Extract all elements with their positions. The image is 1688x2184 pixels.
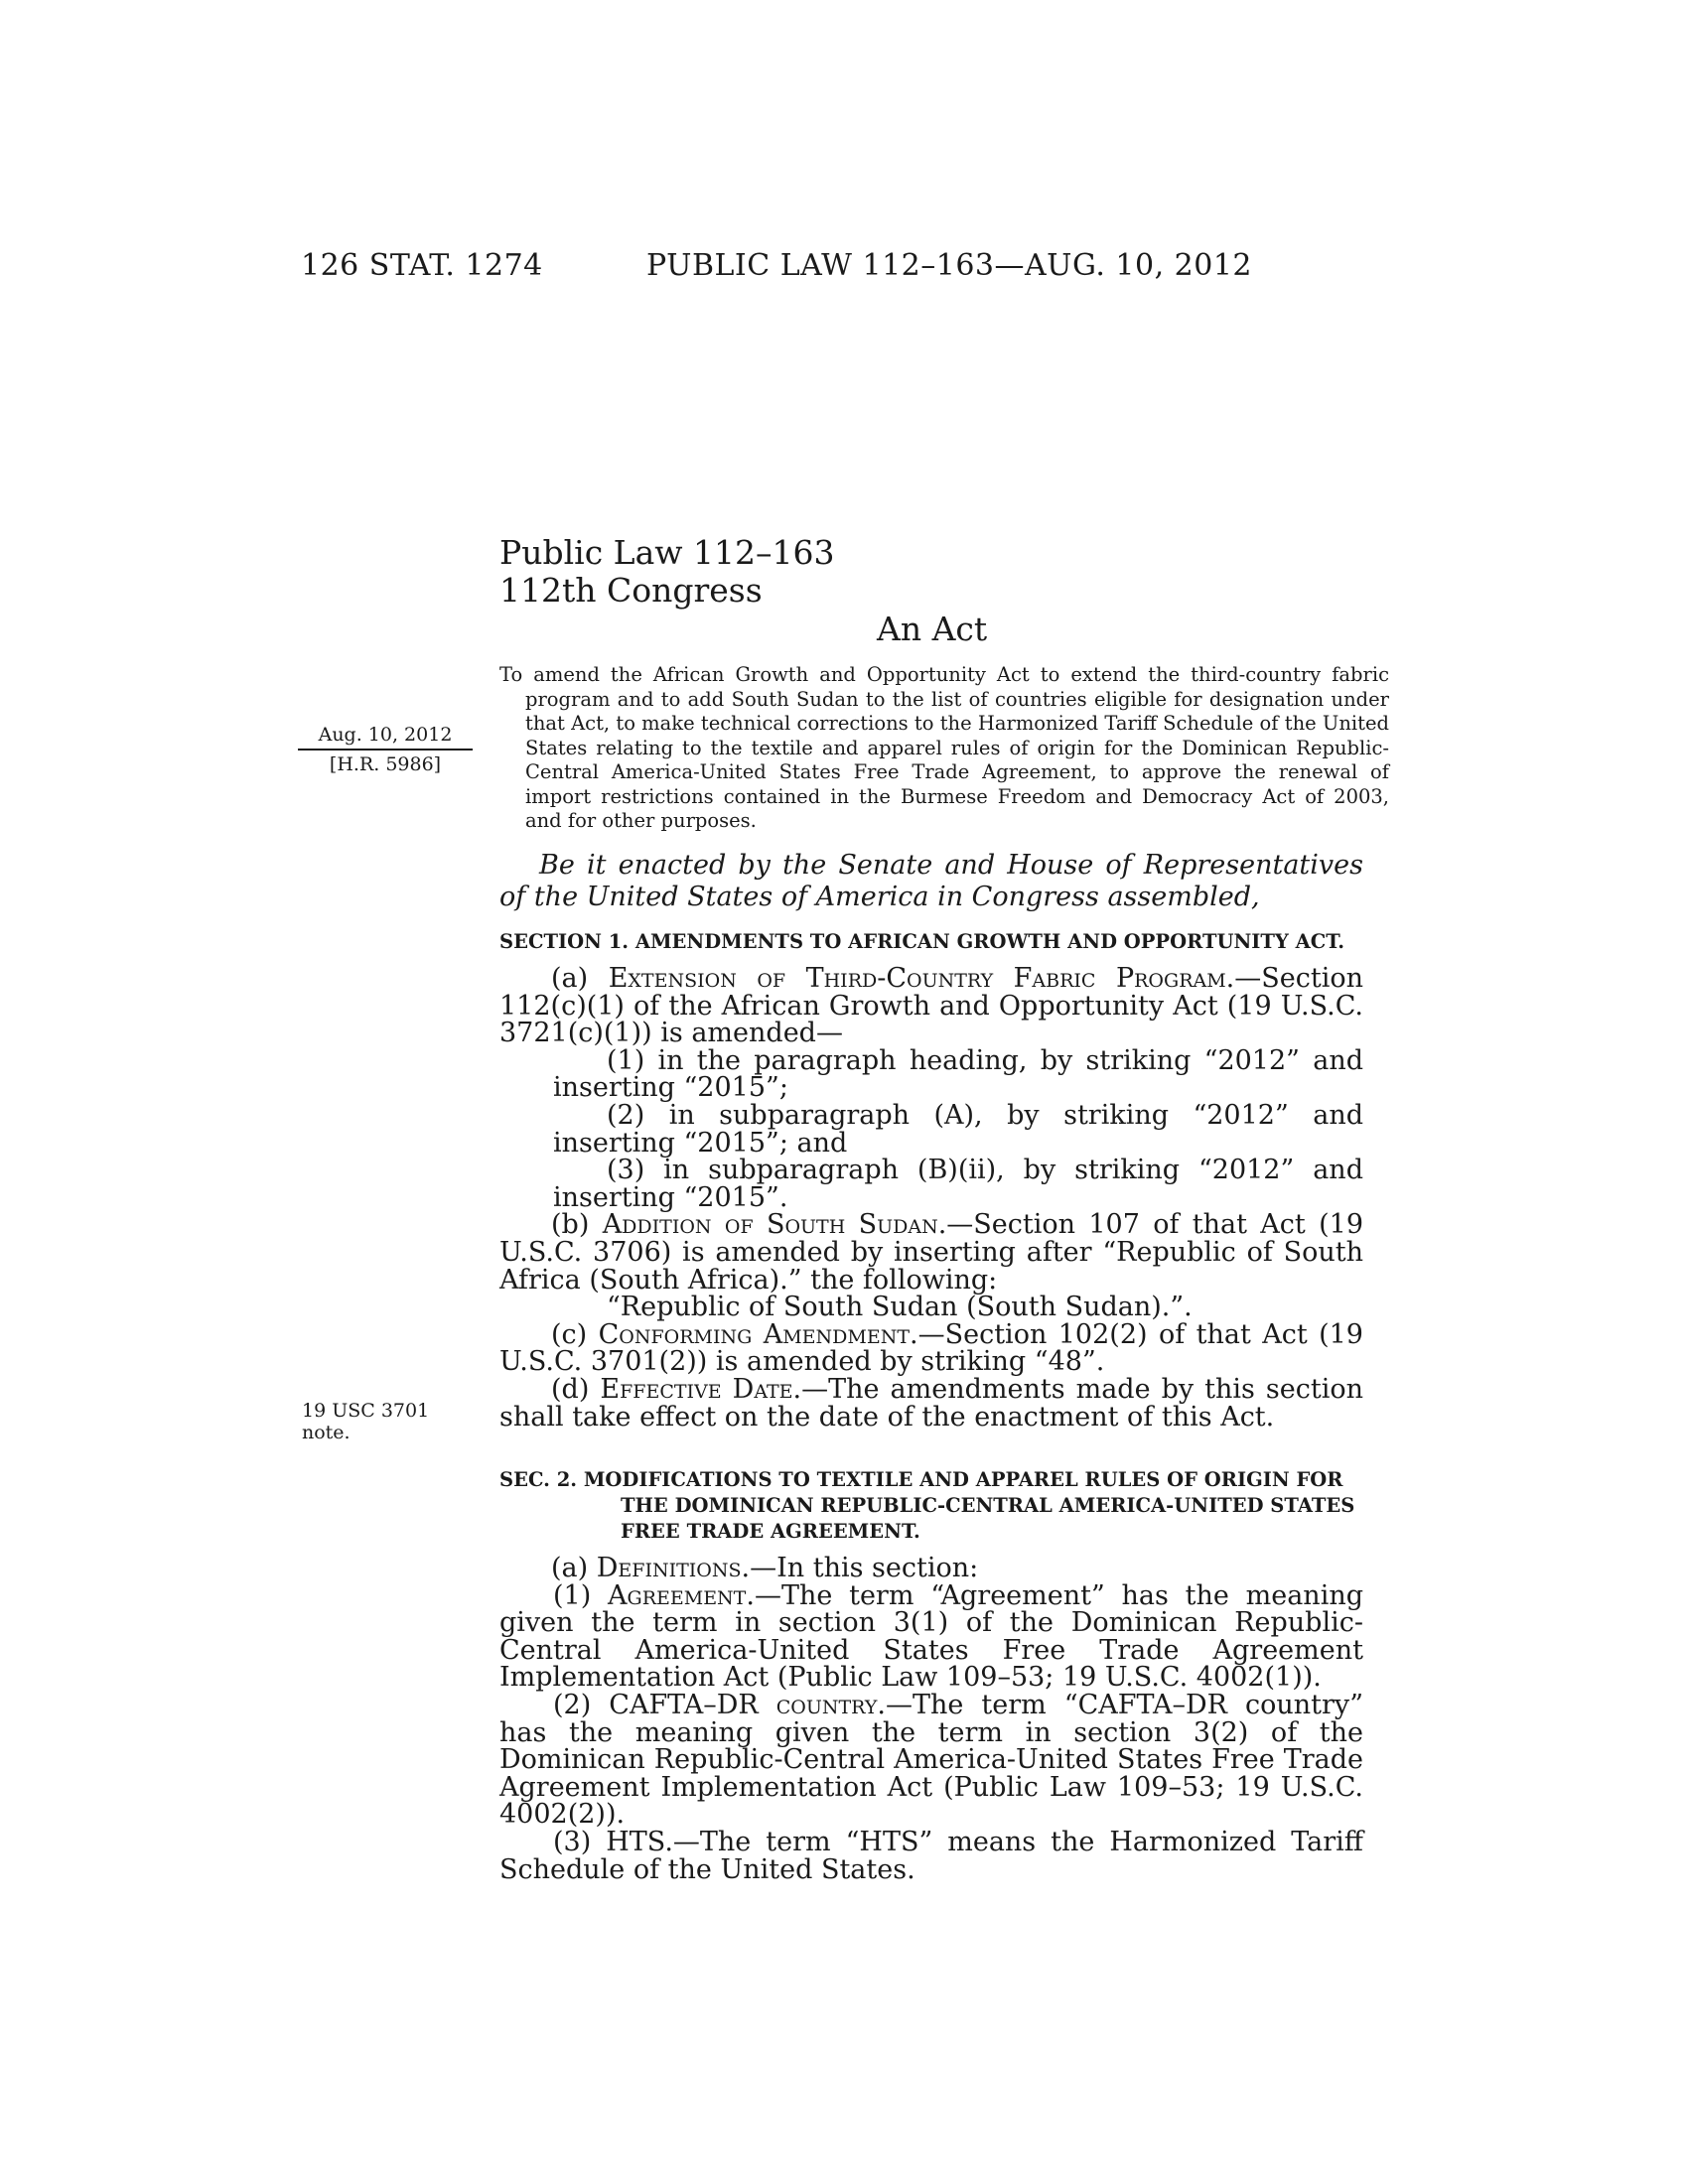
section-2-a: (a) Definitions.—In this section:: [551, 1553, 979, 1583]
bill-number: [H.R. 5986]: [329, 753, 442, 775]
section-1-b: (b) Addition of South Sudan.—Section 107 of that Act (19 U.S.C. 3706) is amended by inserting after “Republic of South Africa (South Africa).” the following:: [499, 1209, 1363, 1296]
purpose-clause: To amend the African Growth and Opportunity Act to extend the third-country fabric program and to add South Sudan to the list of countries eligible for designation under that Act, to make technical corrections to the Harmonized Tariff Schedule of the United States relating to the textile and apparel rules of origin for the Dominican Republic-Central America-United States Free Trade Agreement, to approve the renewal of import restrictions contained in the Burmese Freedom and Democracy Act of 2003, and for other purposes.: [499, 663, 1389, 832]
section-1-a: (a) Extension of Third-Country Fabric Program.—Section 112(c)(1) of the African Growth and Opportunity Act (19 U.S.C. 3721(c)(1)) is amended—: [499, 963, 1363, 1049]
usc-citation: 19 USC 3701: [302, 1400, 430, 1422]
law-title-block: [499, 534, 834, 610]
stat-page-number: 126 STAT. 1274: [301, 248, 543, 283]
running-head: PUBLIC LAW 112–163—AUG. 10, 2012: [646, 248, 1253, 283]
act-heading: An Act: [877, 610, 988, 648]
congress-label: 112th Congress: [499, 571, 763, 610]
section-1-a3: (3) in subparagraph (B)(ii), by striking “2012” and inserting “2015”.: [553, 1155, 1363, 1213]
definition-1: (1) Agreement.—The term “Agreement” has the meaning given the term in section 3(1) of the Dominican Republic-Central America-United States Free Trade Agreement Implementation Act (Public Law 109–53; 19 U.S.C. 4002(1)).: [499, 1579, 1364, 1694]
definition-3: (3) HTS.—The term “HTS” means the Harmonized Tariff Schedule of the United States.: [499, 1826, 1363, 1885]
usc-note-label: note.: [302, 1422, 351, 1443]
enacting-clause: Be it enacted by the Senate and House of Representatives of the United States of America in Congress assembled,: [499, 850, 1363, 912]
section-2: [499, 1467, 1363, 1883]
section-1-b-quote: “Republic of South Sudan (South Sudan).”.: [607, 1292, 1193, 1323]
section-1-c: (c) Conforming Amendment.—Section 102(2) of that Act (19 U.S.C. 3701(2)) is amended by striking “48”.: [499, 1318, 1363, 1378]
section-1: [499, 929, 1363, 1431]
section-1-d: (d) Effective Date.—The amendments made by this section shall take effect on the date of the enactment of this Act.: [499, 1373, 1364, 1433]
section-2-heading: SEC. 2. MODIFICATIONS TO TEXTILE AND APPAREL RULES OF ORIGIN FOR THE DOMINICAN REPUBLIC-CENTRAL AMERICA-UNITED STATES FREE TRADE AGREEMENT.: [499, 1468, 1355, 1543]
section-1-a1: (1) in the paragraph heading, by striking “2012” and inserting “2015”;: [553, 1044, 1363, 1104]
section-1-a2: (2) in subparagraph (A), by striking “2012” and inserting “2015”; and: [553, 1099, 1363, 1159]
enactment-date: Aug. 10, 2012: [298, 724, 473, 751]
definition-2: (2) CAFTA–DR country.—The term “CAFTA–DR country” has the meaning given the term in section 3(2) of the Dominican Republic-Central America-United States Free Trade Agreement Implementation Act (Public Law 109–53; 19 U.S.C. 4002(2)).: [499, 1689, 1363, 1831]
section-1-heading: SECTION 1. AMENDMENTS TO AFRICAN GROWTH AND OPPORTUNITY ACT.: [499, 930, 1345, 953]
usc-margin-note: [302, 1400, 429, 1443]
public-law-number: Public Law 112–163: [499, 533, 835, 572]
margin-date-note: [298, 724, 473, 775]
